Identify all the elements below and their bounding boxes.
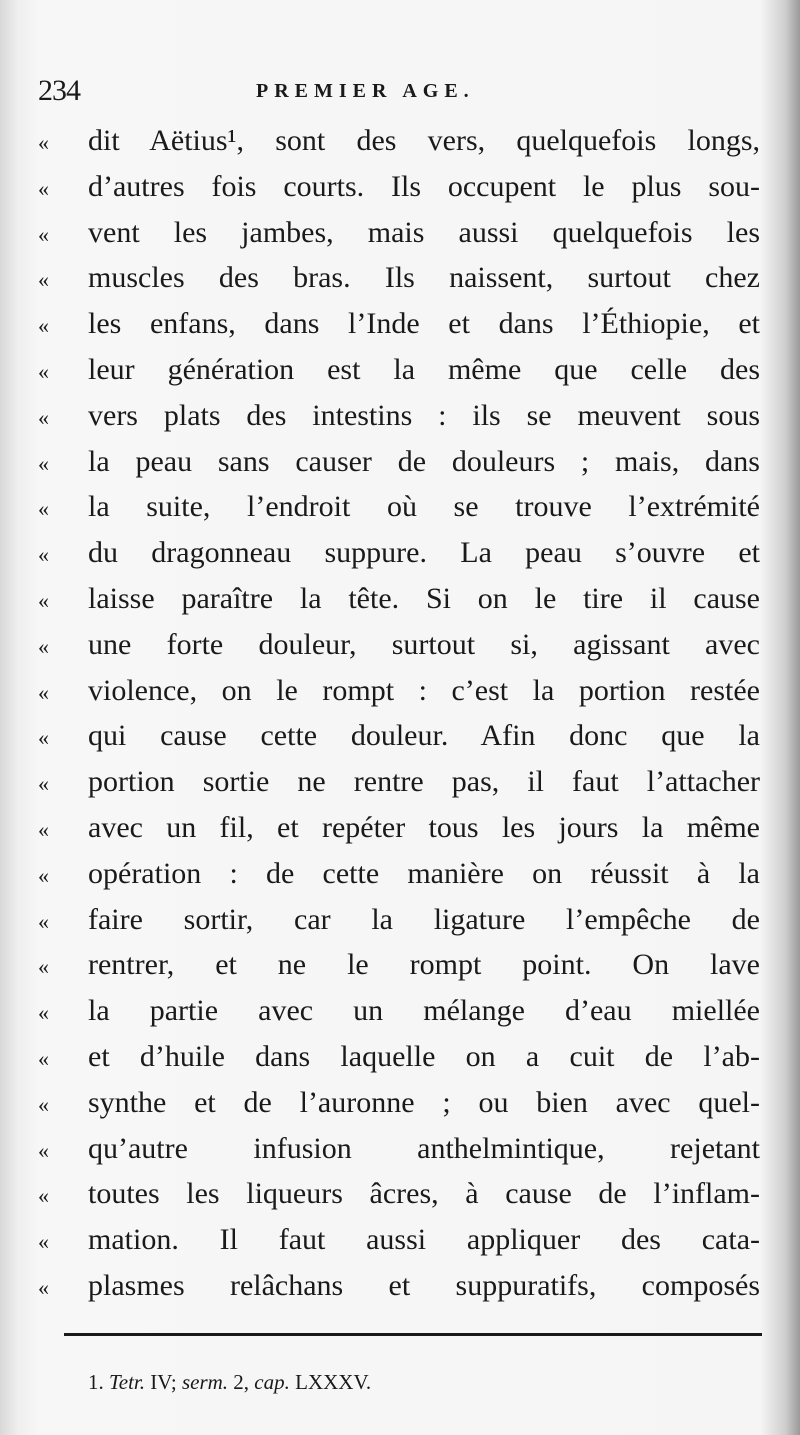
line-text: toutes les liqueurs âcres, à cause de l’inflam-: [88, 1177, 760, 1211]
quote-mark: «: [38, 908, 49, 934]
line-text: avec un fil, et repéter tous les jours la même: [88, 810, 760, 844]
text-line: [38, 347, 760, 393]
text-line: [38, 759, 760, 805]
quote-mark: «: [38, 1000, 49, 1026]
line-text: dit Aëtius¹, sont des vers, quelquefois longs,: [88, 124, 760, 157]
line-text: leur génération est la même que celle des: [88, 352, 760, 386]
line-text: portion sortie ne rentre pas, il faut l’attacher: [88, 765, 760, 799]
line-text: opération : de cette manière on réussit à la: [88, 856, 760, 890]
line-text: la peau sans causer de douleurs ; mais, dans: [88, 444, 760, 478]
text-line: [38, 851, 760, 897]
quote-mark: «: [38, 725, 49, 751]
footnote-tetr: Tetr.: [109, 1370, 146, 1394]
quote-mark: «: [38, 1137, 49, 1163]
line-text: synthe et de l’auronne ; ou bien avec quel-: [88, 1085, 760, 1119]
quote-mark: «: [38, 542, 49, 568]
quote-mark: «: [38, 450, 49, 476]
quote-mark: «: [38, 1045, 49, 1071]
line-text: qu’autre infusion anthelmintique, rejetant: [88, 1131, 760, 1165]
line-text: vers plats des intestins : ils se meuvent sous: [88, 398, 760, 432]
quote-mark: «: [38, 679, 49, 705]
page-header: [38, 74, 758, 114]
page-number: 234: [38, 74, 80, 107]
footnote-cap: cap.: [254, 1370, 290, 1394]
footnote-serm: serm.: [181, 1370, 229, 1394]
text-line: [38, 530, 760, 576]
footnote: [88, 1370, 371, 1395]
line-text: violence, on le rompt : c’est la portion restée: [88, 673, 760, 707]
text-line: [38, 164, 760, 210]
quote-mark: «: [38, 404, 49, 430]
text-line: [38, 1171, 760, 1217]
footnote-number: 1.: [88, 1370, 104, 1394]
line-text: la partie avec un mélange d’eau miellée: [88, 994, 760, 1028]
quote-mark: «: [38, 496, 49, 522]
text-line: [38, 439, 760, 485]
footnote-serm-num: 2,: [233, 1370, 250, 1394]
line-text: mation. Il faut aussi appliquer des cata-: [88, 1223, 760, 1257]
text-line: [38, 622, 760, 668]
line-text: et d’huile dans laquelle on a cuit de l’ab-: [88, 1039, 760, 1073]
line-text: rentrer, et ne le rompt point. On lave: [88, 948, 760, 982]
text-line: [38, 484, 760, 530]
text-line: [38, 255, 760, 301]
quote-mark: «: [38, 313, 49, 339]
body-text: [38, 118, 760, 1309]
text-line: [38, 1080, 760, 1126]
quote-mark: «: [38, 771, 49, 797]
line-text: une forte douleur, surtout si, agissant avec: [88, 627, 760, 661]
line-text: qui cause cette douleur. Afin donc que la: [88, 719, 760, 753]
quote-mark: «: [38, 130, 49, 155]
quote-mark: «: [38, 358, 49, 384]
text-line: [38, 393, 760, 439]
line-text: les enfans, dans l’Inde et dans l’Éthiopie, et: [88, 307, 760, 341]
running-title: PREMIER AGE.: [256, 80, 475, 102]
quote-mark: «: [38, 862, 49, 888]
text-line: [38, 805, 760, 851]
line-text: la suite, l’endroit où se trouve l’extrémité: [88, 490, 760, 524]
text-line: [38, 576, 760, 622]
line-text: plasmes relâchans et suppuratifs, composés: [88, 1268, 760, 1302]
quote-mark: «: [38, 587, 49, 613]
text-line: [38, 1034, 760, 1080]
text-line: [38, 988, 760, 1034]
quote-mark: «: [38, 1183, 49, 1209]
footnote-tetr-num: IV;: [150, 1370, 177, 1394]
quote-mark: «: [38, 175, 49, 201]
quote-mark: «: [38, 1229, 49, 1255]
text-line: [38, 1126, 760, 1172]
quote-mark: «: [38, 954, 49, 980]
quote-mark: «: [38, 221, 49, 247]
text-line: [38, 301, 760, 347]
text-line: [38, 1217, 760, 1263]
text-line: [38, 210, 760, 256]
text-line: [38, 942, 760, 988]
line-text: muscles des bras. Ils naissent, surtout chez: [88, 261, 760, 295]
text-line: [38, 1263, 760, 1309]
line-text: laisse paraître la tête. Si on le tire il cause: [88, 581, 760, 615]
line-text: faire sortir, car la ligature l’empêche de: [88, 902, 760, 936]
footnote-rule: [64, 1333, 762, 1336]
quote-mark: «: [38, 633, 49, 659]
line-text: du dragonneau suppure. La peau s’ouvre et: [88, 536, 760, 570]
line-text: vent les jambes, mais aussi quelquefois les: [88, 215, 760, 249]
text-line: [38, 713, 760, 759]
quote-mark: «: [38, 816, 49, 842]
line-text: d’autres fois courts. Ils occupent le plus sou-: [88, 169, 760, 203]
footnote-cap-num: LXXXV.: [295, 1370, 372, 1394]
text-line: [38, 897, 760, 943]
quote-mark: «: [38, 267, 49, 293]
text-line: [38, 118, 760, 164]
quote-mark: «: [38, 1091, 49, 1117]
quote-mark: «: [38, 1274, 49, 1300]
text-line: [38, 668, 760, 714]
